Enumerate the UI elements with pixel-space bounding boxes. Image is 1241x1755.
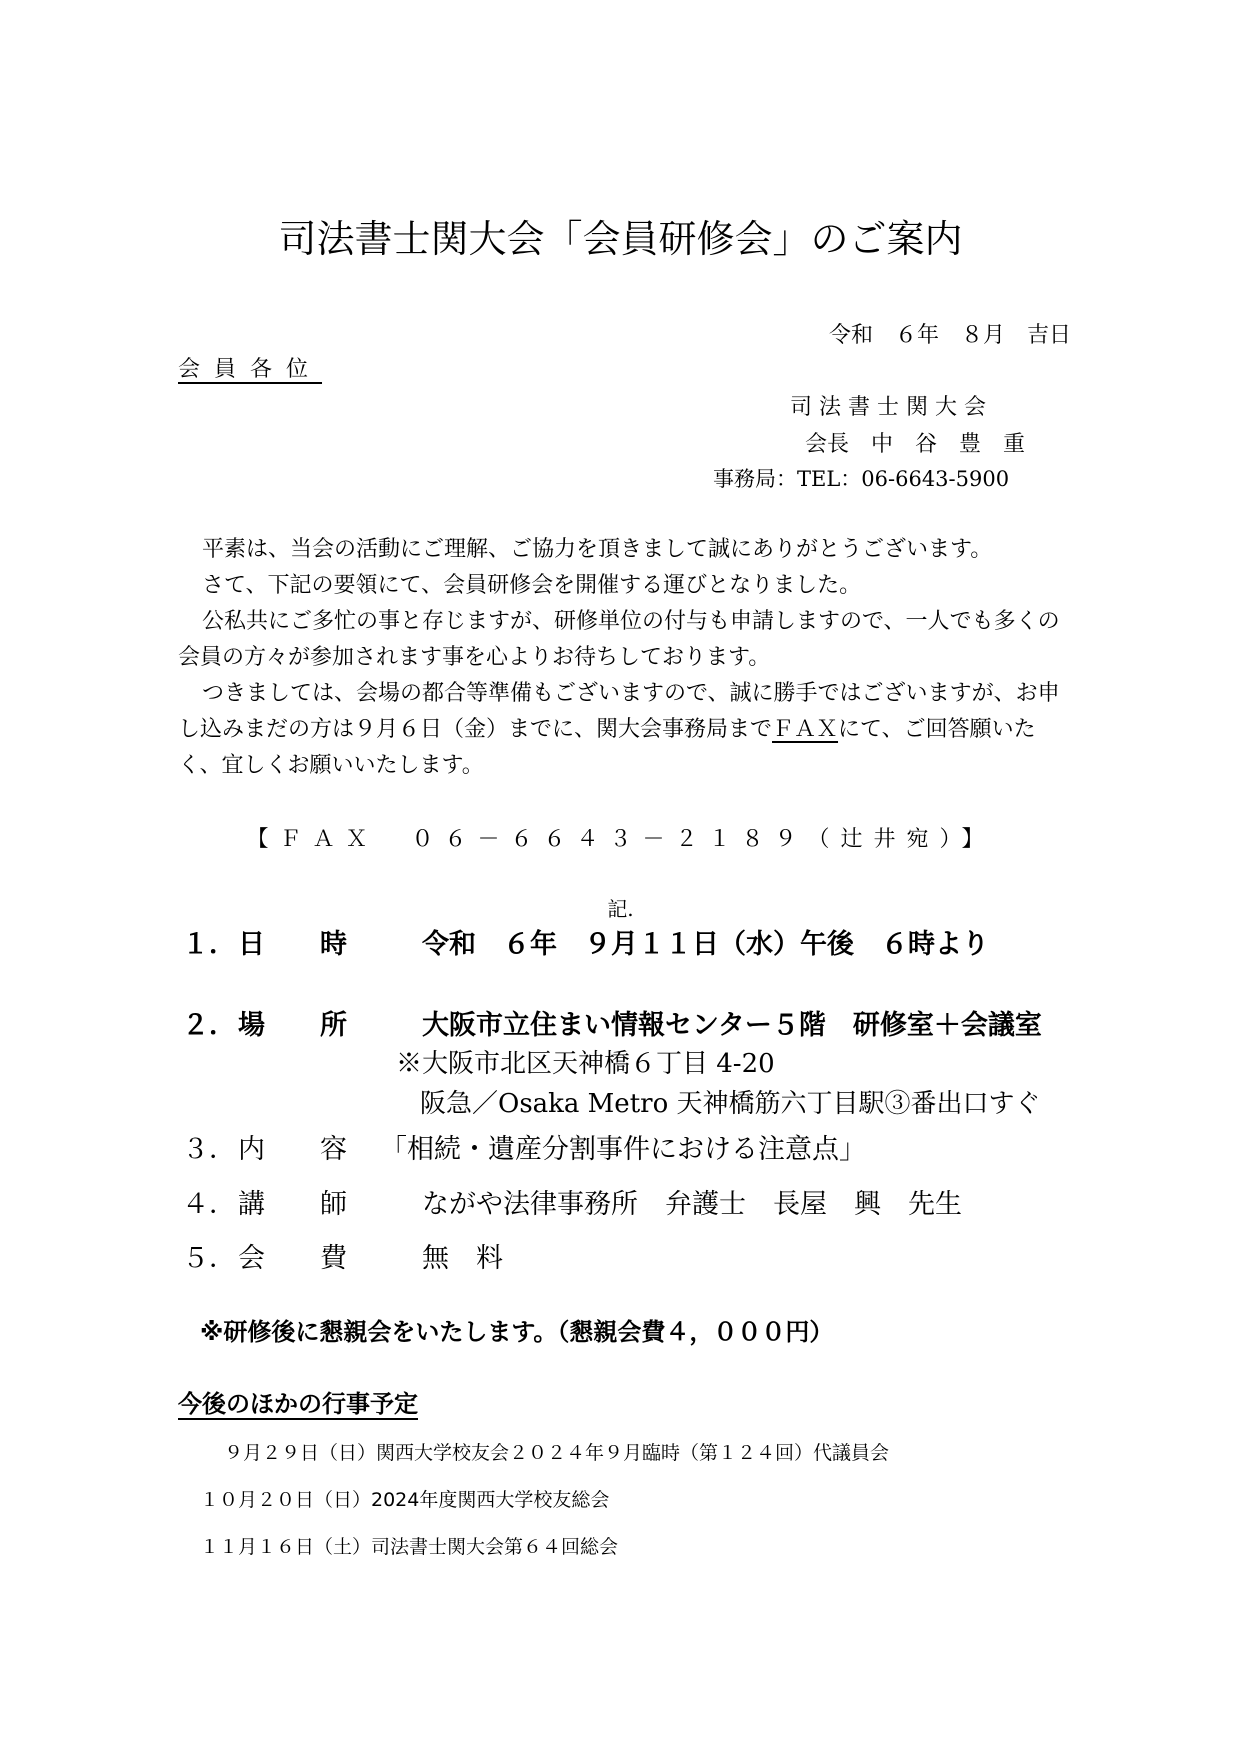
item-value: 「相続・遺産分割事件における注意点」 — [380, 1134, 866, 1165]
event-item: ９月２９日（日）関西大学校友会２０２４年９月臨時（第１２４回）代議員会 — [224, 1442, 890, 1464]
item-content — [182, 1127, 866, 1166]
body-text-segment: にて、ご回答願いたく、宜しくお願いいたします。 — [178, 717, 1036, 778]
item-datetime — [182, 922, 989, 961]
item-fee — [182, 1236, 503, 1275]
body-paragraph: 平素は、当会の活動にご理解、ご協力を頂きまして誠にありがとうございます。 — [202, 537, 993, 562]
item-venue — [182, 1003, 1042, 1042]
addressee: 会員各位 — [178, 357, 323, 382]
item-number: ４． — [182, 1189, 236, 1220]
issue-date: 令和 ６年 ８月 吉日 — [828, 323, 1071, 348]
item-label: 時 — [320, 929, 347, 960]
item-label: 所 — [320, 1010, 347, 1041]
item-label: 日 — [238, 929, 265, 960]
item-value: 大阪市立住まい情報センター５階 研修室＋会議室 — [422, 1010, 1042, 1041]
item-value: ながや法律事務所 弁護士 長屋 興 先生 — [422, 1189, 962, 1220]
fax-number-line: 【ＦＡＸ ０６－６６４３－２１８９（辻井宛）】 — [246, 827, 995, 852]
item-number: ３． — [182, 1134, 236, 1165]
body-paragraph — [178, 676, 1068, 784]
item-label: 内 — [238, 1134, 265, 1165]
ki-marker: 記. — [607, 897, 634, 921]
venue-access: 阪急／Osaka Metro 天神橋筋六丁目駅③番出口すぐ — [420, 1089, 1041, 1119]
fax-emphasis: ＦＡＸ — [772, 717, 839, 742]
item-number: ５． — [182, 1243, 236, 1274]
item-label: 講 — [238, 1189, 265, 1220]
item-number: ２． — [182, 1010, 236, 1041]
item-value: 無 料 — [422, 1243, 503, 1274]
item-label: 費 — [320, 1243, 347, 1274]
body-text-segment: つきましては、会場の都合等準備もございますので、誠に勝手ではございますが、お申し込みまだの方は９月６日（金）までに、関大会事務局まで — [178, 681, 1060, 742]
item-label: 師 — [320, 1189, 347, 1220]
item-label: 場 — [238, 1010, 265, 1041]
venue-address: ※大阪市北区天神橋６丁目 4-20 — [396, 1049, 775, 1079]
item-label: 容 — [320, 1134, 347, 1165]
item-value: 令和 ６年 ９月１１日（水）午後 ６時より — [422, 929, 989, 960]
social-gathering-note: ※研修後に懇親会をいたします。（懇親会費４，０００円） — [200, 1318, 834, 1346]
event-item: １０月２０日（日）2024年度関西大学校友総会 — [200, 1489, 610, 1511]
sender-president: 会長 中 谷 豊 重 — [805, 432, 1026, 457]
body-paragraph: さて、下記の要領にて、会員研修会を開催する運びとなりました。 — [202, 573, 862, 598]
body-paragraph: 公私共にご多忙の事と存じますが、研修単位の付与も申請しますので、一人でも多くの会員の方々が参加されます事を心よりお待ちしております。 — [178, 609, 1060, 670]
item-number: １． — [182, 929, 236, 960]
page-title: 司法書士関大会「会員研修会」のご案内 — [278, 217, 963, 261]
sender-office-tel: 事務局：TEL：06-6643-5900 — [713, 467, 1010, 491]
future-events-heading: 今後のほかの行事予定 — [178, 1390, 418, 1418]
item-lecturer — [182, 1182, 962, 1221]
item-label: 会 — [238, 1243, 265, 1274]
event-item: １１月１６日（土）司法書士関大会第６４回総会 — [200, 1536, 619, 1558]
sender-org: 司法書士関大会 — [790, 395, 994, 420]
body-text — [178, 532, 1068, 784]
